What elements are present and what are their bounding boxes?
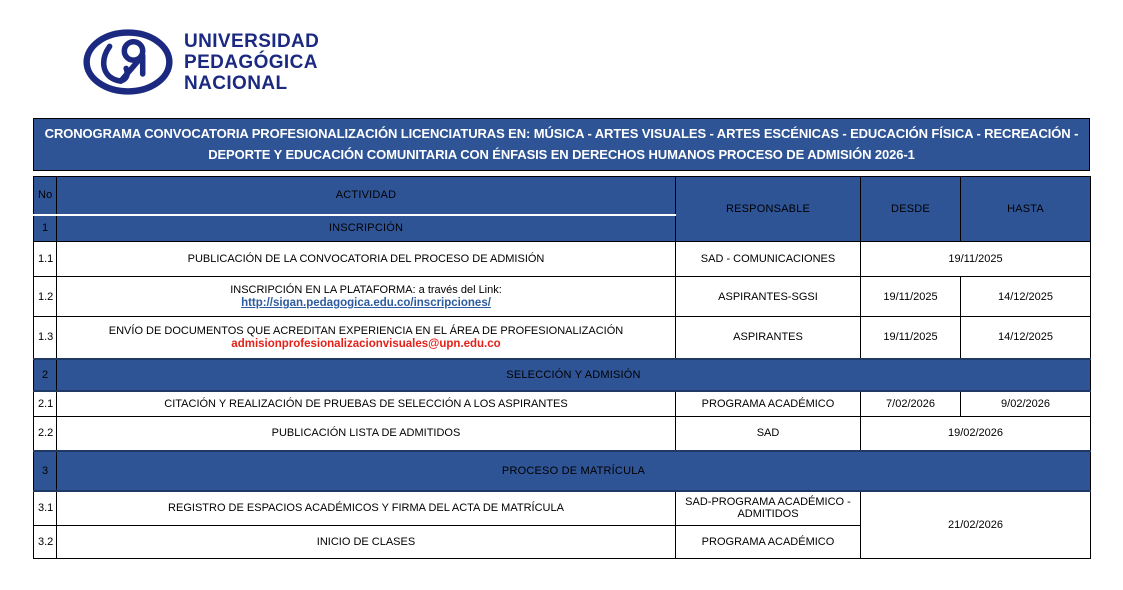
upn-crest-icon <box>82 28 174 96</box>
section-number: 1 <box>34 215 57 242</box>
row-number: 2.1 <box>34 391 57 417</box>
table-row <box>34 277 1091 317</box>
section-number: 3 <box>34 451 57 491</box>
cronograma-table <box>33 176 1091 559</box>
activity-cell: PUBLICACIÓN DE LA CONVOCATORIA DEL PROCESO DE ADMISIÓN <box>57 242 676 277</box>
section-title-seleccion: SELECCIÓN Y ADMISIÓN <box>57 359 1091 391</box>
upn-logo-text <box>184 31 319 94</box>
date-to-cell: 14/12/2025 <box>961 277 1091 317</box>
logo-line-2: PEDAGÓGICA <box>184 51 318 73</box>
date-from-cell: 7/02/2026 <box>861 391 961 417</box>
header-row <box>34 177 1091 215</box>
responsible-cell: SAD-PROGRAMA ACADÉMICO - ADMITIDOS <box>676 491 861 526</box>
responsible-cell: PROGRAMA ACADÉMICO <box>676 391 861 417</box>
logo-line-3: NACIONAL <box>184 72 288 94</box>
col-header-hasta: HASTA <box>961 177 1091 242</box>
table-row <box>34 417 1091 451</box>
table-row <box>34 317 1091 359</box>
col-header-responsable: RESPONSABLE <box>676 177 861 242</box>
activity-text: INSCRIPCIÓN EN LA PLATAFORMA: a través del Link: <box>230 284 502 296</box>
section-number: 2 <box>34 359 57 391</box>
row-number: 1.1 <box>34 242 57 277</box>
section-row-matricula <box>34 451 1091 491</box>
date-cell-merged: 19/11/2025 <box>861 242 1091 277</box>
row-number: 2.2 <box>34 417 57 451</box>
responsible-cell: ASPIRANTES <box>676 317 861 359</box>
col-header-actividad: ACTIVIDAD <box>57 177 676 215</box>
activity-cell <box>57 277 676 317</box>
activity-cell: INICIO DE CLASES <box>57 526 676 559</box>
section-title-inscripcion: INSCRIPCIÓN <box>57 215 676 242</box>
row-number: 3.2 <box>34 526 57 559</box>
row-number: 3.1 <box>34 491 57 526</box>
section-title-matricula: PROCESO DE MATRÍCULA <box>57 451 1091 491</box>
responsible-cell: SAD - COMUNICACIONES <box>676 242 861 277</box>
activity-text: ENVÍO DE DOCUMENTOS QUE ACREDITAN EXPERIENCIA EN EL ÁREA DE PROFESIONALIZACIÓN <box>108 324 624 337</box>
date-cell-merged: 21/02/2026 <box>861 491 1091 559</box>
responsible-cell: PROGRAMA ACADÉMICO <box>676 526 861 559</box>
table-row <box>34 491 1091 526</box>
date-cell-merged: 19/02/2026 <box>861 417 1091 451</box>
activity-cell <box>57 317 676 359</box>
row-number: 1.2 <box>34 277 57 317</box>
date-from-cell: 19/11/2025 <box>861 277 961 317</box>
logo-line-1: UNIVERSIDAD <box>184 30 320 52</box>
admission-email[interactable]: admisionprofesionalizacionvisuales@upn.edu.co <box>231 337 501 350</box>
date-from-cell: 19/11/2025 <box>861 317 961 359</box>
activity-cell: REGISTRO DE ESPACIOS ACADÉMICOS Y FIRMA DEL ACTA DE MATRÍCULA <box>57 491 676 526</box>
responsible-cell: SAD <box>676 417 861 451</box>
col-header-no: No <box>34 177 57 215</box>
upn-logo <box>82 28 319 96</box>
date-to-cell: 14/12/2025 <box>961 317 1091 359</box>
inscription-link[interactable]: http://sigan.pedagogica.edu.co/inscripciones/ <box>241 297 491 309</box>
responsible-cell: ASPIRANTES-SGSI <box>676 277 861 317</box>
activity-cell: PUBLICACIÓN LISTA DE ADMITIDOS <box>57 417 676 451</box>
table-row <box>34 391 1091 417</box>
activity-cell: CITACIÓN Y REALIZACIÓN DE PRUEBAS DE SELECCIÓN A LOS ASPIRANTES <box>57 391 676 417</box>
row-number: 1.3 <box>34 317 57 359</box>
page-title: CRONOGRAMA CONVOCATORIA PROFESIONALIZACIÓN LICENCIATURAS EN: MÚSICA - ARTES VISUALES - ARTES ESCÉNICAS - EDUCACIÓN FÍSICA - RECREACIÓN - DEPORTE Y EDUCACIÓN COMUNITARIA CON ÉNFASIS EN DERECHOS HUMANOS PROCESO DE ADMISIÓN 2026-1 <box>33 118 1090 171</box>
section-row-seleccion <box>34 359 1091 391</box>
table-row <box>34 242 1091 277</box>
date-to-cell: 9/02/2026 <box>961 391 1091 417</box>
col-header-desde: DESDE <box>861 177 961 242</box>
